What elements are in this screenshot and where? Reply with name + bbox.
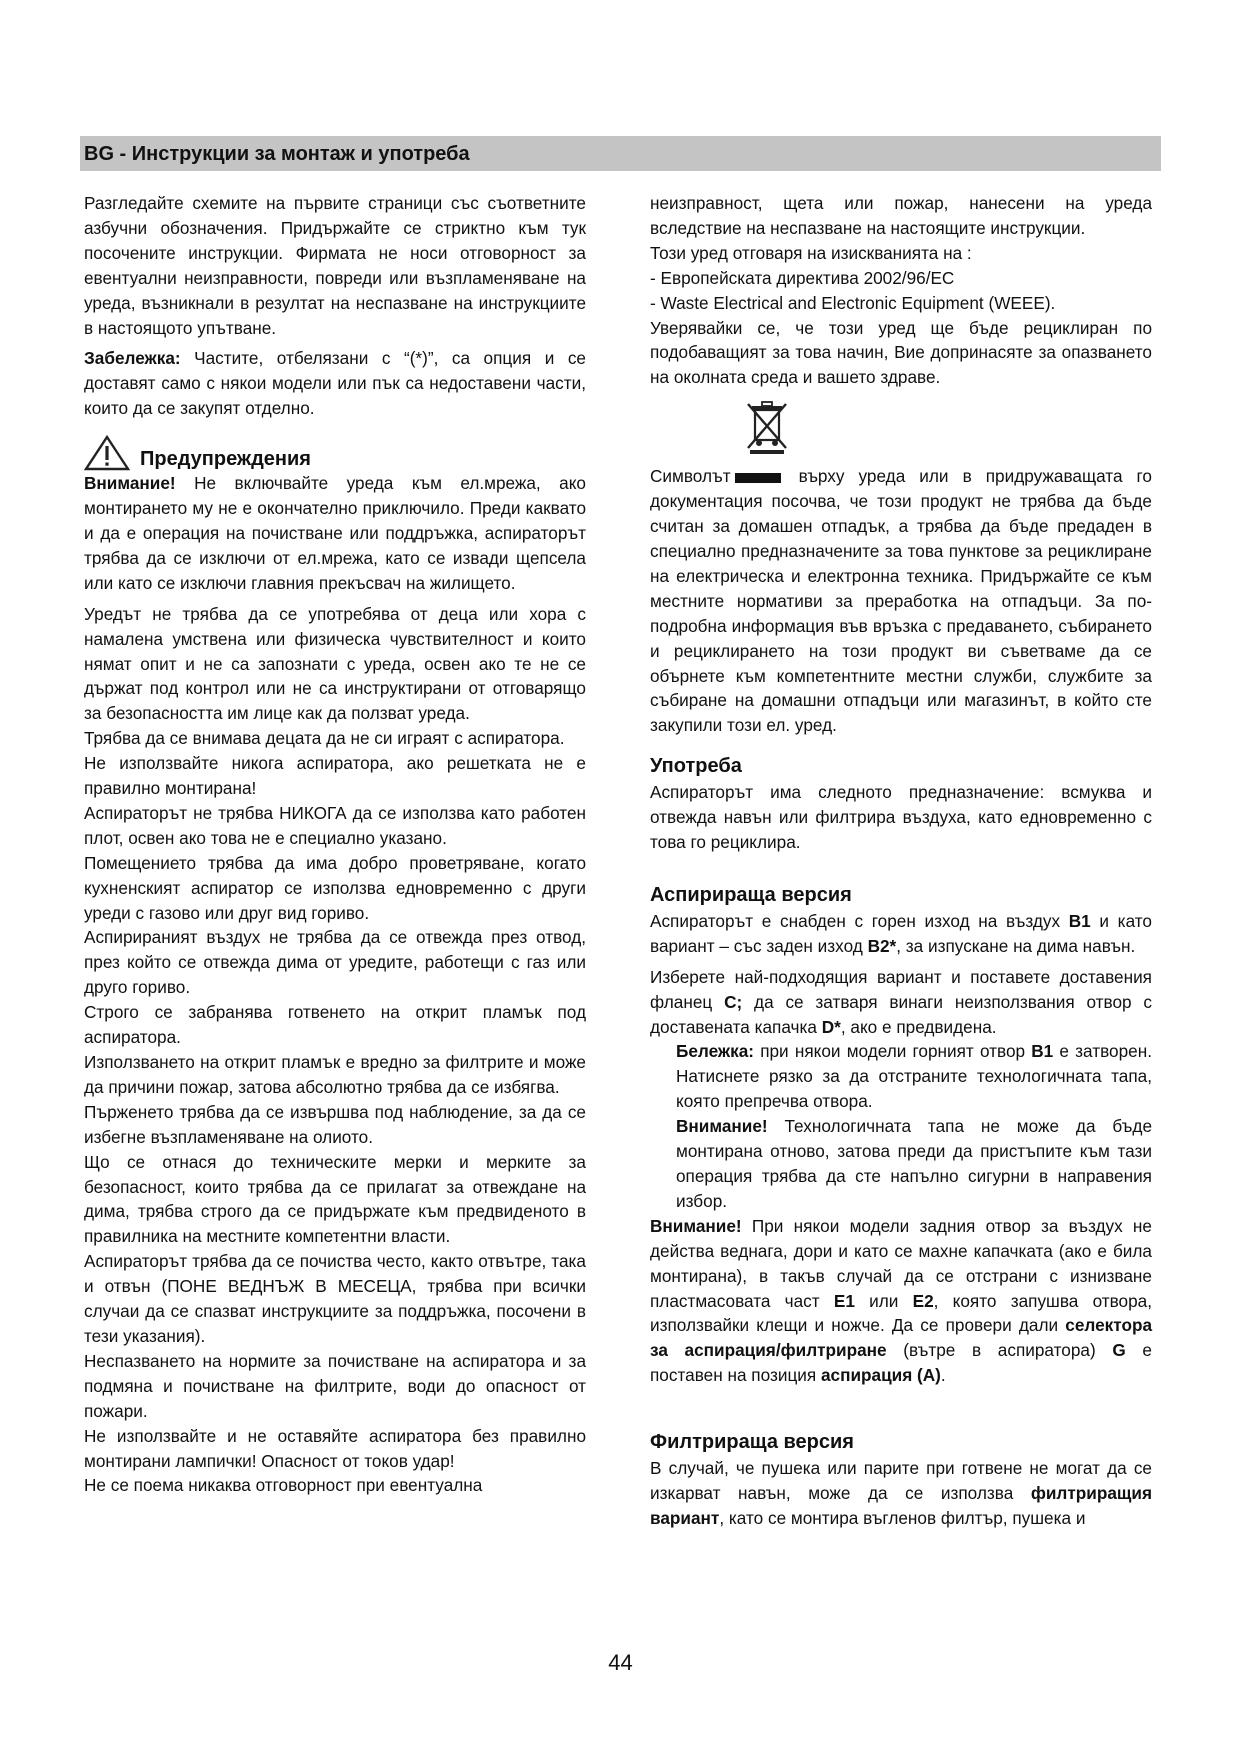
text-run: Аспираторът е снабден с горен изход на въздух: [650, 910, 1069, 931]
text-run: , ако е предвидена.: [840, 1016, 997, 1037]
part-label: B1: [1068, 910, 1091, 931]
attention-text: Не включвайте уреда към ел.мрежа, ако монтирането му не е окончателно приключило. Преди каквато и да е операция на почистване или поддръжка, аспираторът трябва да се изключи от ел.мрежа, като се извади щепсела или като се изключи главния прекъсвач на жилището.: [84, 473, 586, 593]
left-column: [84, 191, 586, 1498]
part-label: E2: [912, 1290, 934, 1311]
warning-paragraph: Не използвайте никога аспиратора, ако решетката не е правилно монтирана!: [84, 753, 586, 799]
warning-paragraph: Трябва да се внимава децата да не си играят с аспиратора.: [84, 728, 565, 749]
symbol-post: върху уреда или в придружаващата го документация посочва, че този продукт не трябва да бъде считан за домашен отпадък, а трябва да бъде предаден в специално предназначените за това пунктове за рециклиране на електрическа и електронна техника. Придържайте се към местните нормативи за преработка на отпадъци. За по-подробна информация във връзка с предаването, събирането и рециклирането на този продукт ви съветваме да се обърнете към компетентните местни служби, службите за събиране на домашни отпадъци или магазинът, в който сте закупили този ел. уред.: [650, 466, 1152, 736]
part-label: B1: [1031, 1041, 1054, 1062]
continuation-paragraph: неизправност, щета или пожар, нанесени на уреда вследствие на неспазване на настоящите инструкции.: [650, 193, 1152, 238]
filter-title: Филтрираща версия: [650, 1431, 854, 1454]
text-run: , като се монтира въгленов филтър, пушека и: [719, 1507, 1086, 1528]
warning-paragraph: Не се поема никаква отговорност при евентуална: [84, 1475, 483, 1496]
page-number: 44: [608, 1650, 633, 1675]
warning-paragraph: Що се отнася до техническите мерки и мерките за безопасност, които трябва да се прилагат за отвеждане на дима, трябва строго да се придържате към предвиденото в правилника на местните компетентни власти.: [84, 1151, 586, 1247]
filter-paragraph: [650, 1456, 1152, 1531]
note-label: Бележка:: [676, 1041, 755, 1062]
text-run: е поставен на позиция: [650, 1340, 1152, 1386]
aspiration-title: Аспирираща версия: [650, 883, 852, 906]
part-label: E1: [833, 1290, 855, 1311]
text-run: , за изпускане на дима навън.: [896, 935, 1136, 956]
note-label: Забележка:: [84, 348, 181, 369]
aspiration-paragraph-2: [650, 965, 1152, 1040]
weee-line: - Waste Electrical and Electronic Equipment (WEEE).: [650, 292, 1056, 313]
text-run: и като вариант – със заден изход: [650, 910, 1152, 956]
attention-paragraph-2: [650, 1214, 1152, 1388]
warning-paragraph: Аспирираният въздух не трябва да се отвежда през отвод, през който се отвежда дима от уредите, работещи с газ или друго гориво.: [84, 927, 586, 998]
warning-paragraph: Не използвайте и не оставяйте аспиратора без правилно монтирани лампички! Опасност от токов удар!: [84, 1425, 586, 1471]
text-run: Изберете най-подходящия вариант и поставете доставения фланец: [650, 966, 1152, 1012]
attention-indent-paragraph: [650, 1114, 1152, 1214]
aspiration-paragraph-1: [650, 909, 1152, 959]
page-title: BG - Инструкции за монтаж и употреба: [84, 143, 470, 165]
warning-paragraph: Аспираторът трябва да се почиства често, както отвътре, така и отвън (ПОНЕ ВЕДНЪЖ В МЕСЕЦА, трябва при всички случаи да се спазват инструкциите за поддръжка, посочени в тези указания).: [84, 1251, 586, 1346]
text-run: В случай, че пушека или парите при готвене не могат да се изкарват навън, може да се използва: [650, 1458, 1152, 1504]
black-bar-icon: [735, 473, 781, 483]
warning-paragraph: Строго се забранява готвенето на открит пламък под аспиратора.: [84, 1002, 586, 1048]
warning-paragraph: Помещението трябва да има добро проветряване, когато кухненският аспиратор се използва едновременно с други уреди с газово или друг вид гориво.: [84, 852, 586, 923]
text-run: Технологичната тапа не може да бъде монтирана отново, затова преди да пристъпите към тази операция трябва да сте напълно сигурни в направения избор.: [676, 1116, 1152, 1211]
attention-label: Внимание!: [676, 1116, 768, 1137]
right-column: [650, 191, 1152, 1531]
warning-triangle-icon: [84, 435, 130, 471]
part-label: B2*: [867, 935, 897, 956]
attention-paragraph: [84, 471, 586, 596]
text-run: е затворен. Натиснете рязко за да отстраните технологичната тапа, която препречва отвора.: [676, 1041, 1152, 1112]
filter-variant-label: филтриращия вариант: [650, 1483, 1152, 1528]
text-run: При някои модели задния отвор за въздух не действа веднага, дори и като се махне капачката (ако е била монтирана), в такъв случай да се отстрани с изнизване пластмасовата част: [650, 1215, 1152, 1311]
symbol-pre: Символът: [650, 466, 731, 487]
use-title: Употреба: [650, 755, 742, 778]
text-run: , която запушва отвора, използвайки клещи и ножче. Да се провери дали: [650, 1290, 1153, 1336]
directive-line: - Европейската директива 2002/96/EC: [650, 267, 955, 288]
attention-label: Внимание!: [650, 1215, 742, 1236]
warnings-heading: [84, 433, 586, 471]
text-run: или: [854, 1290, 913, 1311]
use-paragraph: Аспираторът има следното предназначение: всмуква и отвежда навън или филтрира въздуха, като едновременно с това го рециклира.: [650, 782, 1152, 853]
note-indent-paragraph: [650, 1039, 1152, 1114]
part-label: G: [1112, 1340, 1126, 1361]
warning-paragraph: Пърженето трябва да се извършва под наблюдение, за да се избегне възпламеняване на олиото.: [84, 1101, 586, 1147]
warning-paragraph: Уредът не трябва да се употребява от деца или хора с намалена умствена или физическа чувствителност и които нямат опит и не са запознати с уреда, освен ако те не се държат под контрол или не са инструктирани от отговарящо за безопасността им лице как да ползват уреда.: [84, 603, 586, 724]
warning-paragraph: Неспазването на нормите за почистване на аспиратора и за подмяна и почистване на филтрите, води до опасност от пожари.: [84, 1350, 586, 1421]
part-label: C;: [724, 991, 743, 1012]
intro-paragraph: Разгледайте схемите на първите страници със съответните азбучни обозначения. Придържайте се стриктно към тук посочените инструкции. Фирмата не носи отговорност за евентуални неизправности, повреди или възпламеняване на уреда, възникнали в резултат на неспазване на инструкциите в настоящото упътване.: [84, 193, 586, 338]
part-label: D*: [821, 1016, 841, 1037]
compliance-paragraph: Този уред отговаря на изискванията на :: [650, 242, 972, 263]
attention-label: Внимание!: [84, 473, 176, 494]
warning-paragraph: Аспираторът не трябва НИКОГА да се използва като работен плот, освен ако това не е специално указано.: [84, 802, 586, 848]
symbol-paragraph: [650, 464, 1152, 738]
text-run: при някои модели горният отвор: [754, 1041, 1032, 1062]
note-text: Частите, отбелязани с “(*)”, са опция и се доставят само с някои модели или пък са недоставени части, които да се закупят отделно.: [84, 348, 586, 419]
text-run: .: [940, 1365, 946, 1386]
selector-label: селектора за аспирация/филтриране: [650, 1315, 1152, 1361]
position-label: аспирация (A): [820, 1365, 941, 1386]
recycling-paragraph: Уверявайки се, че този уред ще бъде рециклиран по подобаващият за това начин, Вие допринасяте за опазването на околната среда и вашето здраве.: [650, 317, 1152, 388]
text-run: да се затваря винаги неизползвания отвор с доставената капачка: [650, 991, 1152, 1037]
crossed-bin-icon: [742, 398, 792, 454]
weee-symbol-block: [650, 398, 1152, 458]
text-run: (вътре в аспиратора): [886, 1340, 1113, 1361]
warning-paragraph: Използването на открит пламък е вредно за филтрите и може да причини пожар, затова абсолютно трябва да се избягва.: [84, 1052, 586, 1097]
note-paragraph: [84, 346, 586, 421]
warnings-title: Предупреждения: [140, 448, 311, 471]
